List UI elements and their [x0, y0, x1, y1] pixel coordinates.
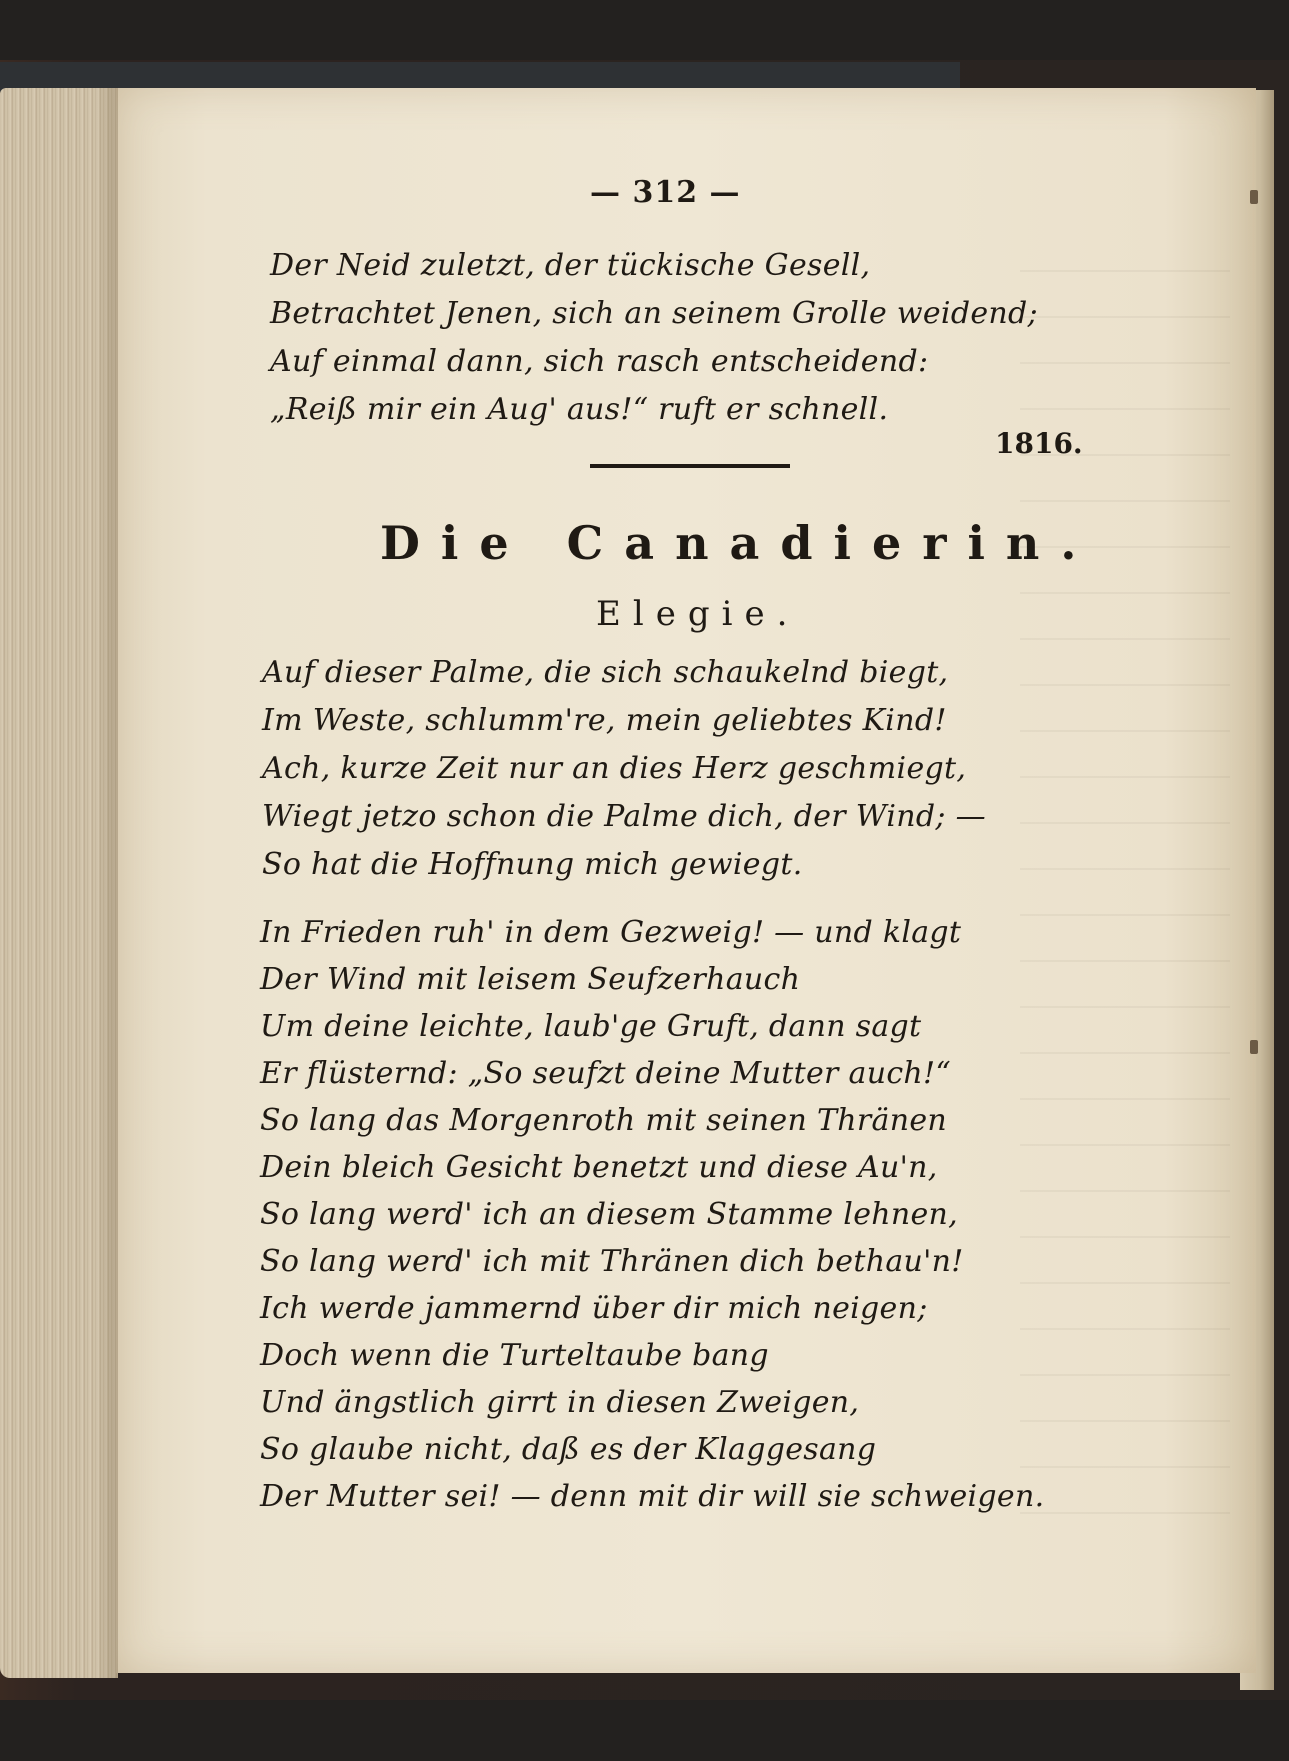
verse-line: Der Mutter sei! — denn mit dir will sie schweigen. — [260, 1479, 1045, 1514]
verse-line: Wiegt jetzo schon die Palme dich, der Wind; — — [262, 799, 986, 834]
poem-title: Die Canadierin. — [380, 516, 1098, 570]
verse-line: So hat die Hoffnung mich gewiegt. — [262, 847, 803, 882]
verse-line: Um deine leichte, laub'ge Gruft, dann sagt — [260, 1009, 922, 1044]
verse-line: Betrachtet Jenen, sich an seinem Grolle weidend; — [270, 296, 1038, 331]
verse-line: Der Wind mit leisem Seufzerhauch — [260, 962, 801, 997]
verse-line: Dein bleich Gesicht benetzt und diese Au'n, — [260, 1150, 938, 1185]
section-divider — [590, 464, 790, 468]
gutter-shadow — [96, 88, 118, 1678]
show-through — [1020, 270, 1230, 1550]
verse-line: Auf dieser Palme, die sich schaukelnd biegt, — [262, 655, 949, 690]
verse-line: So lang das Morgenroth mit seinen Thränen — [260, 1103, 947, 1138]
edge-mark — [1250, 190, 1258, 204]
edge-mark — [1250, 1040, 1258, 1054]
verse-line: So lang werd' ich mit Thränen dich bethau'n! — [260, 1244, 964, 1279]
verse-line: So lang werd' ich an diesem Stamme lehnen, — [260, 1197, 959, 1232]
verse-line: Und ängstlich girrt in diesen Zweigen, — [260, 1385, 860, 1420]
year-date: 1816. — [995, 427, 1083, 460]
verse-line: Er flüsternd: „So seufzt deine Mutter auch!“ — [260, 1056, 952, 1091]
verse-line: Doch wenn die Turteltaube bang — [260, 1338, 769, 1373]
verse-line: Ach, kurze Zeit nur an dies Herz geschmiegt, — [262, 751, 967, 786]
verse-line: „Reiß mir ein Aug' aus!“ ruft er schnell. — [270, 392, 889, 427]
verse-line: In Frieden ruh' in dem Gezweig! — und klagt — [260, 915, 962, 950]
verse-line: Auf einmal dann, sich rasch entscheidend: — [270, 344, 929, 379]
verse-line: Im Weste, schlumm're, mein geliebtes Kind! — [262, 703, 947, 738]
poem-subtitle: Elegie. — [596, 594, 800, 634]
page-number: — 312 — — [590, 175, 741, 210]
verse-line: Ich werde jammernd über dir mich neigen; — [260, 1291, 928, 1326]
verse-line: Der Neid zuletzt, der tückische Gesell, — [270, 248, 871, 283]
verse-line: So glaube nicht, daß es der Klaggesang — [260, 1432, 877, 1467]
